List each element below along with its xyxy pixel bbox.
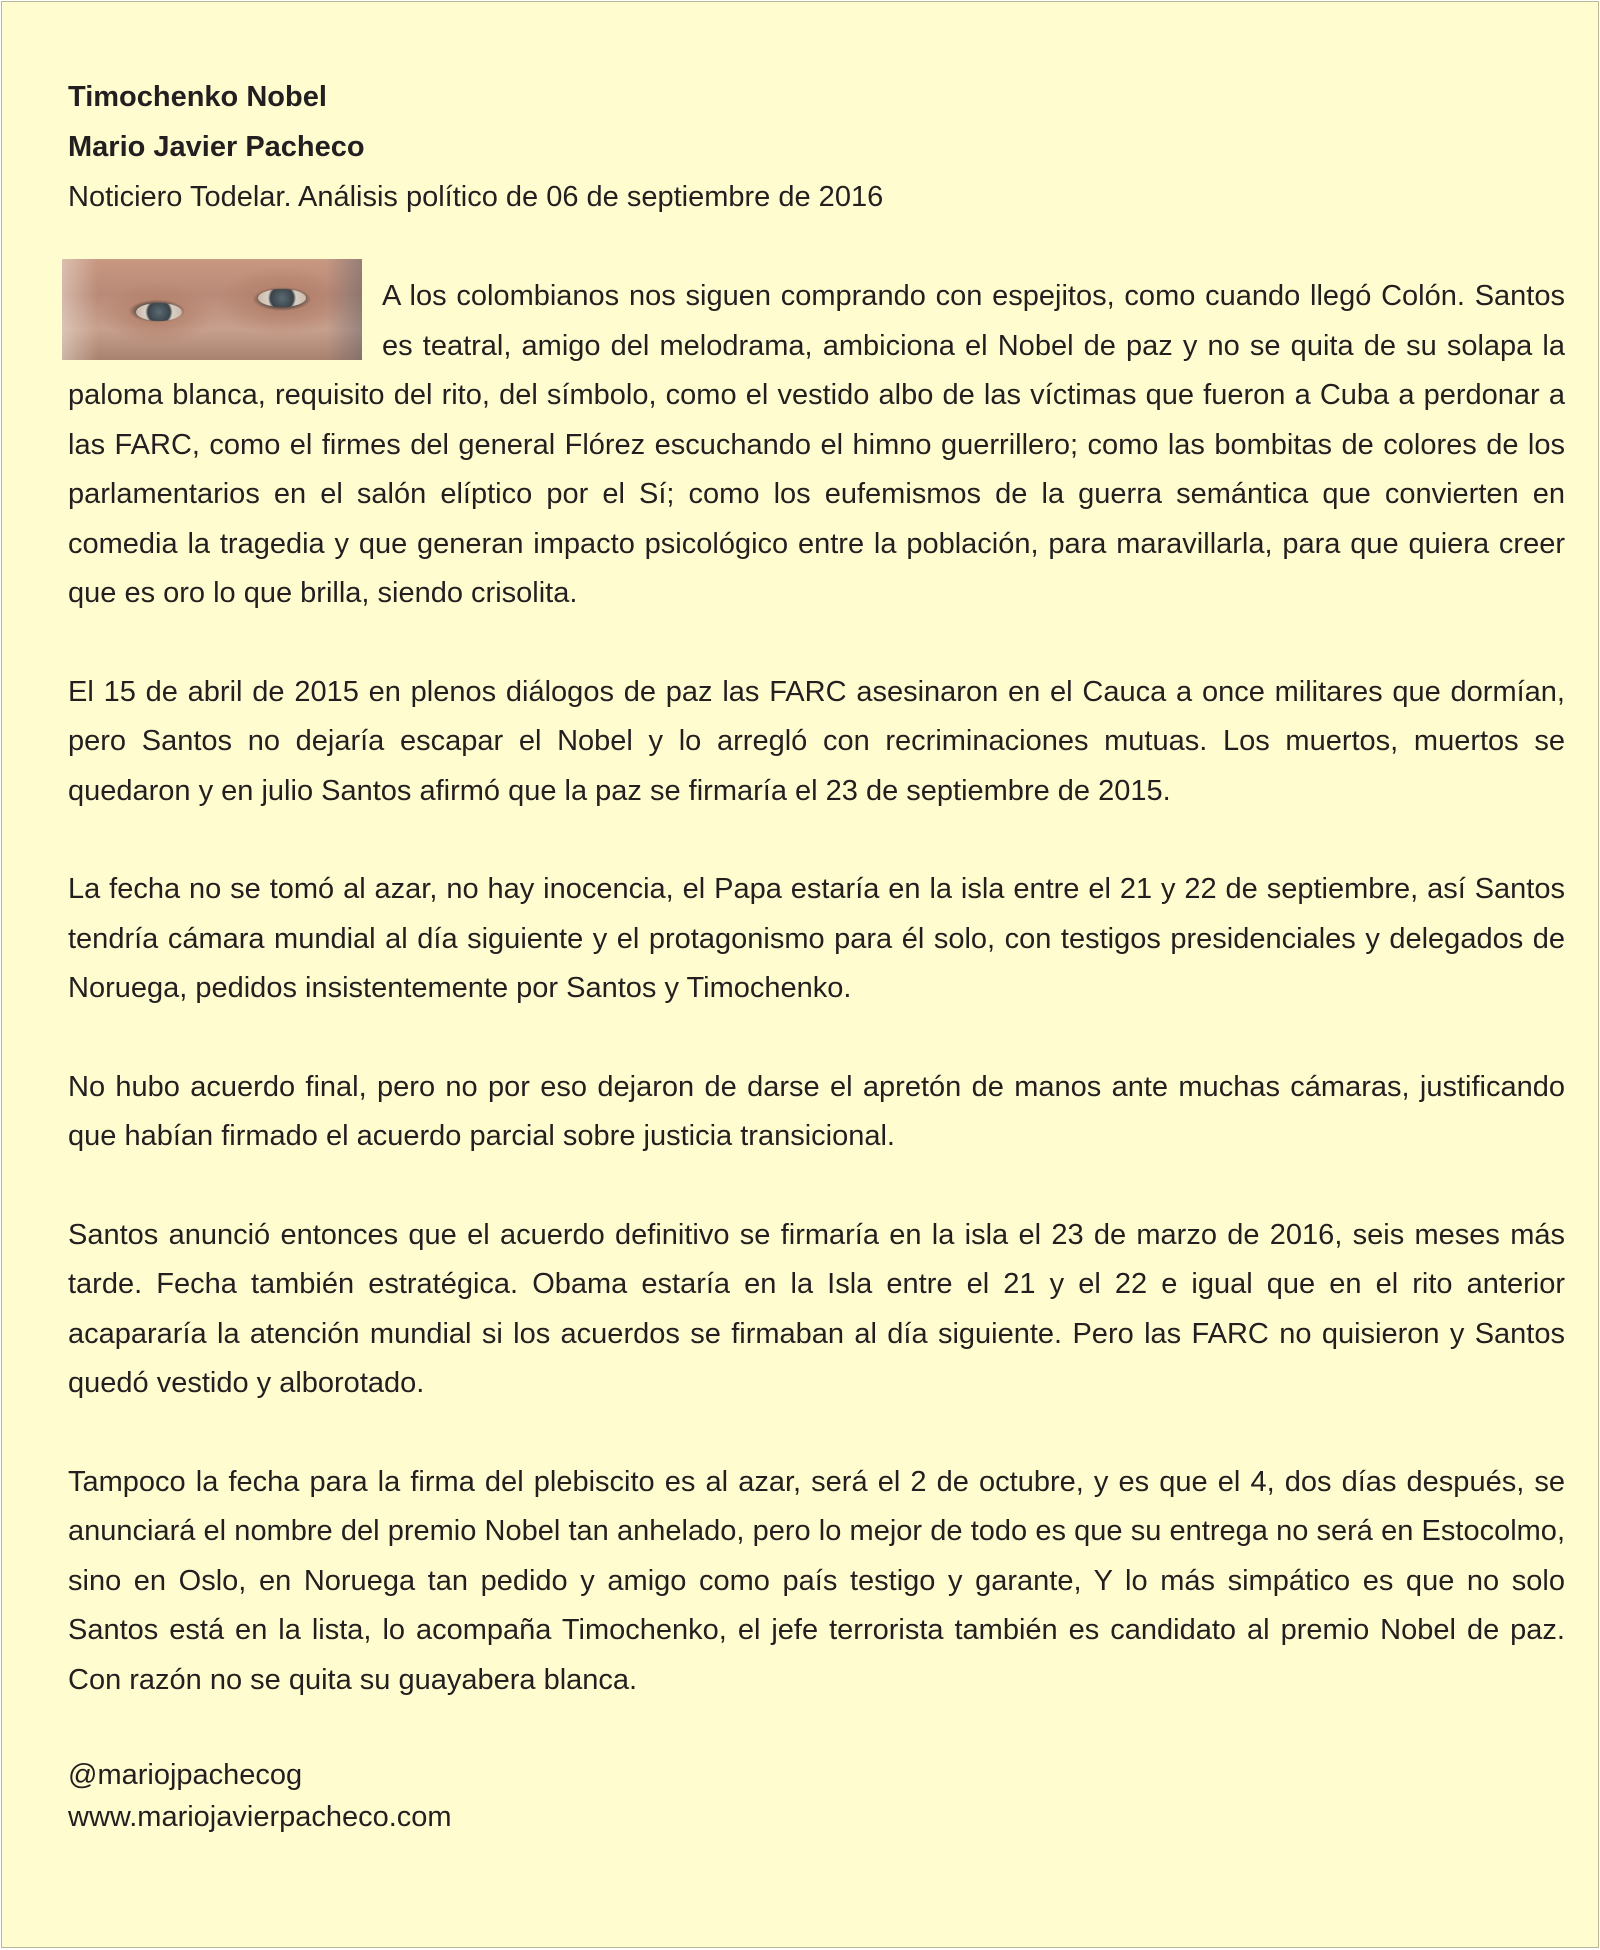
twitter-handle: @mariojpachecog bbox=[68, 1759, 303, 1791]
photo-shading bbox=[62, 259, 362, 360]
author-portrait-photo bbox=[62, 259, 362, 360]
article-author: Mario Javier Pacheco bbox=[68, 131, 365, 163]
paragraph-4: No hubo acuerdo final, pero no por eso dejaron de darse el apretón de manos ante muchas cámaras, justificando que habían firmado el acuerdo parcial sobre justicia transicional. bbox=[68, 1070, 1565, 1152]
article-footer bbox=[68, 1754, 1565, 1838]
article-content bbox=[68, 72, 1565, 1838]
paragraph-1: A los colombianos nos siguen comprando con espejitos, como cuando llegó Colón. Santos es teatral, amigo del melodrama, ambiciona el Nobel de paz y no se quita de su solapa la paloma blanca, requisito del rito, del símbolo, como el vestido albo de las víctimas que fueron a Cuba a perdonar a las FARC, como el firmes del general Flórez escuchando el himno guerrillero; como las bombitas de colores de los parlamentarios en el salón elíptico por el Sí; como los eufemismos de la guerra semántica que convierten en comedia la tragedia y que generan impacto psicológico entre la población, para maravillarla, para que quiera creer que es oro lo que brilla, siendo crisolita. bbox=[68, 280, 1565, 609]
article-title: Timochenko Nobel bbox=[68, 81, 327, 113]
document-page bbox=[1, 1, 1599, 1948]
website-link: www.mariojavierpacheco.com bbox=[68, 1801, 452, 1833]
paragraph-2: El 15 de abril de 2015 en plenos diálogos de paz las FARC asesinaron en el Cauca a once militares que dormían, pero Santos no dejaría escapar el Nobel y lo arregló con recriminaciones mutuas. Los muertos, muertos se quedaron y en julio Santos afirmó que la paz se firmaría el 23 de septiembre de 2015. bbox=[68, 675, 1565, 807]
paragraph-6: Tampoco la fecha para la firma del plebiscito es al azar, será el 2 de octubre, y es que el 4, dos días después, se anunciará el nombre del premio Nobel tan anhelado, pero lo mejor de todo es que su entrega no será en Estocolmo, sino en Oslo, en Noruega tan pedido y amigo como país testigo y garante, Y lo más simpático es que no solo Santos está en la lista, lo acompaña Timochenko, el jefe terrorista también es candidato al premio Nobel de paz. Con razón no se quita su guayabera blanca. bbox=[68, 1465, 1565, 1696]
paragraph-3: La fecha no se tomó al azar, no hay inocencia, el Papa estaría en la isla entre el 21 y 22 de septiembre, así Santos tendría cámara mundial al día siguiente y el protagonismo para él solo, con testigos presidenciales y delegados de Noruega, pedidos insistentemente por Santos y Timochenko. bbox=[68, 873, 1565, 1004]
article-source: Noticiero Todelar. Análisis político de 06 de septiembre de 2016 bbox=[68, 181, 884, 213]
paragraph-5: Santos anunció entonces que el acuerdo definitivo se firmaría en la isla el 23 de marzo de 2016, seis meses más tarde. Fecha también estratégica. Obama estaría en la Isla entre el 21 y el 22 e igual que en el rito anterior acapararía la atención mundial si los acuerdos se firmaban al día siguiente. Pero las FARC no quisieron y Santos quedó vestido y alborotado. bbox=[68, 1218, 1565, 1399]
